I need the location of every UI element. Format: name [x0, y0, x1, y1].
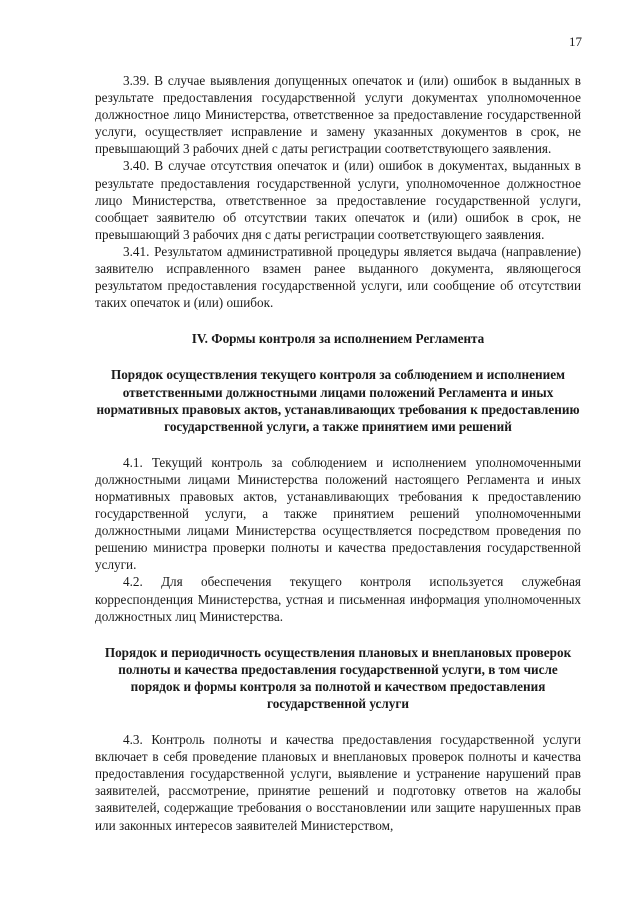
- section-title: IV. Формы контроля за исполнением Регламента: [191, 331, 485, 347]
- document-body: [95, 72, 581, 834]
- subheading-inspections: Порядок и периодичность осуществления плановых и внеплановых проверок полноты и качества предоставления государственной услуги, в том числе порядок и формы контроля за полнотой и качеством предоставления государственной услуги: [104, 644, 572, 711]
- paragraph-3-39: 3.39. В случае выявления допущенных опечаток и (или) ошибок в выданных в результате предоставления государственной услуги документах уполномоченное должностное лицо Министерства, ответственное за предоставление государственной услуги, осуществляет исправление и замену указанных документов в срок, не превышающий 3 рабочих дней с даты регистрации соответствующего заявления.: [95, 73, 581, 157]
- page-number: 17: [569, 34, 582, 49]
- paragraph-4-2: 4.2. Для обеспечения текущего контроля используется служебная корреспонденция Министерства, устная и письменная информация уполномоченных должностных лиц Министерства.: [95, 574, 581, 624]
- paragraph-4-1: 4.1. Текущий контроль за соблюдением и исполнением уполномоченными должностными лицами Министерства положений настоящего Регламента и иных нормативных правовых актов, устанавливающих требования к предоставлению государственной услуги, а также принятием решений уполномоченными должностными лицами Министерства осуществляется посредством проведения по решению министра проверки полноты и качества предоставления государственной услуги.: [95, 454, 581, 573]
- paragraph-3-40: 3.40. В случае отсутствия опечаток и (или) ошибок в документах, выданных в результате предоставления государственной услуги, уполномоченное должностное лицо Министерства, ответственное за предоставление государственной услуги, сообщает заявителю об отсутствии таких опечаток и (или) ошибок в срок, не превышающий 3 рабочих дня с даты регистрации соответствующего заявления.: [95, 158, 581, 242]
- paragraph-3-41: 3.41. Результатом административной процедуры является выдача (направление) заявителю исправленного взамен ранее выданного документа, являющегося результатом предоставления государственной услуги, или сообщение об отсутствии таких опечаток и (или) ошибок.: [95, 243, 581, 311]
- subheading-current-control: Порядок осуществления текущего контроля за соблюдением и исполнением ответственными должностными лицами положений Регламента и иных нормативных правовых актов, устанавливающих требования к предоставлению государственной услуги, а также принятием ими решений: [96, 367, 580, 434]
- paragraph-4-3: 4.3. Контроль полноты и качества предоставления государственной услуги включает в себя проведение плановых и внеплановых проверок полноты и качества предоставления государственной услуги, выявление и устранение нарушений прав заявителей, рассмотрение, принятие решений и подготовку ответов на жалобы заявителей, содержащие требования о восстановлении или защите нарушенных прав или законных интересов заявителей Министерством,: [95, 732, 581, 833]
